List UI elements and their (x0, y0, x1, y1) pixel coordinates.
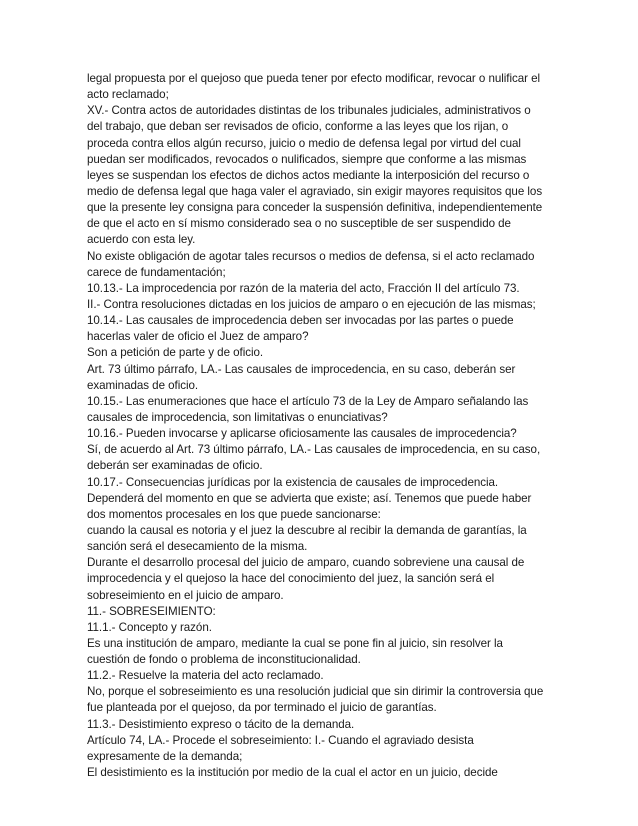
text-line: cuando la causal es notoria y el juez la descubre al recibir la demanda de garantías, la (87, 523, 527, 537)
text-line: proceda contra ellos algún recurso, juicio o medio de defensa legal por virtud del cual (87, 136, 521, 150)
section-heading: 11.1.- Concepto y razón. (87, 620, 212, 634)
text-line: examinadas de oficio. (87, 378, 199, 392)
text-line: sobreseimiento en el juicio de amparo. (87, 588, 284, 602)
text-line: Sí, de acuerdo al Art. 73 último párrafo, LA.- Las causales de improcedencia, en su caso, (87, 443, 541, 457)
text-line: medio de defensa legal que haga valer el agraviado, sin exigir mayores requisitos que los (87, 184, 543, 198)
text-line: legal propuesta por el quejoso que pueda tener por efecto modificar, revocar o nulificar el (87, 72, 541, 85)
text-line: improcedencia y el quejoso la hace del conocimiento del juez, la sanción será el (87, 572, 495, 586)
text-line: sanción será el desecamiento de la misma. (87, 540, 308, 554)
text-line: Dependerá del momento en que se advierta que existe; así. Tenemos que puede haber (87, 491, 532, 505)
text-line: causales de improcedencia, son limitativas o enunciativas? (87, 410, 388, 424)
text-line: dos momentos procesales en los que puede sancionarse: (87, 507, 381, 521)
section-heading: 11.3.- Desistimiento expreso o tácito de la demanda. (87, 717, 355, 731)
text-line: No, porque el sobreseimiento es una resolución judicial que sin dirimir la controversia que (87, 685, 544, 699)
text-line: cuestión de fondo o problema de inconstitucionalidad. (87, 653, 361, 667)
text-line: Son a petición de parte y de oficio. (87, 346, 264, 360)
text-line: Es una institución de amparo, mediante la cual se pone fin al juicio, sin resolver la (87, 636, 503, 650)
text-line: expresamente de la demanda; (87, 749, 243, 763)
text-line: del trabajo, que deban ser revisados de oficio, conforme a las leyes que los rijan, o (87, 120, 509, 134)
section-heading: 10.13.- La improcedencia por razón de la materia del acto, Fracción II del artículo 73. (87, 281, 520, 295)
text-line: XV.- Contra actos de autoridades distintas de los tribunales judiciales, administrativos o (87, 104, 531, 118)
text-line: deberán ser examinadas de oficio. (87, 459, 263, 473)
text-line: No existe obligación de agotar tales recursos o medios de defensa, si el acto reclamado (87, 249, 535, 263)
section-heading: 10.16.- Pueden invocarse y aplicarse oficiosamente las causales de improcedencia? (87, 427, 517, 441)
text-line: Art. 73 último párrafo, LA.- Las causales de improcedencia, en su caso, deberán ser (87, 362, 516, 376)
text-line: II.- Contra resoluciones dictadas en los juicios de amparo o en ejecución de las mismas; (87, 297, 536, 311)
text-line: Durante el desarrollo procesal del juicio de amparo, cuando sobreviene una causal de (87, 556, 525, 570)
text-line: El desistimiento es la institución por medio de la cual el actor en un juicio, decide (87, 766, 498, 780)
text-line: de que el acto en sí mismo considerado sea o no susceptible de ser suspendido de (87, 217, 511, 231)
section-heading: 10.17.- Consecuencias jurídicas por la existencia de causales de improcedencia. (87, 475, 499, 489)
text-line: hacerlas valer de oficio el Juez de amparo? (87, 330, 309, 344)
text-line: acto reclamado; (87, 88, 169, 102)
section-heading: 10.14.- Las causales de improcedencia deben ser invocadas por las partes o puede (87, 314, 514, 328)
text-line: acuerdo con esta ley. (87, 233, 196, 247)
text-line: leyes se suspendan los efectos de dichos actos mediante la interposición del recurso o (87, 168, 530, 182)
text-line: que la presente ley consigna para conceder la suspensión definitiva, independientemente (87, 201, 543, 215)
text-line: Artículo 74, LA.- Procede el sobreseimiento: I.- Cuando el agraviado desista (87, 733, 474, 747)
section-heading: 11.- SOBRESEIMIENTO: (87, 604, 216, 618)
text-line: fue planteada por el quejoso, da por terminado el juicio de garantías. (87, 701, 437, 715)
text-line: carece de fundamentación; (87, 265, 226, 279)
section-heading: 10.15.- Las enumeraciones que hace el artículo 73 de la Ley de Amparo señalando las (87, 394, 529, 408)
text-line: puedan ser modificados, revocados o nulificados, siempre que conforme a las mismas (87, 152, 527, 166)
document-body (87, 71, 557, 781)
section-heading: 11.2.- Resuelve la materia del acto reclamado. (87, 669, 324, 683)
